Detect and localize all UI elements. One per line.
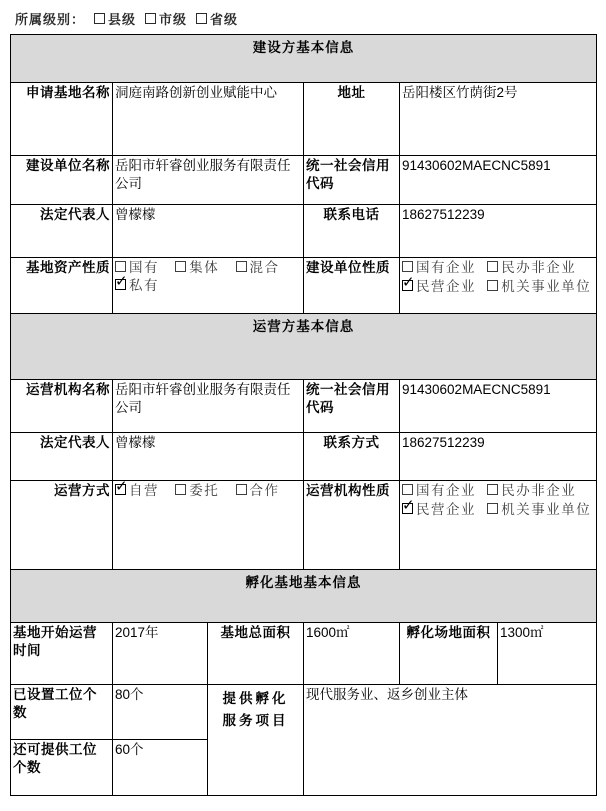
checkbox-icon[interactable] xyxy=(402,280,413,291)
checkbox-label: 合作 xyxy=(249,483,280,498)
contact-label: 联系方式 xyxy=(304,433,400,481)
checkbox-label: 民办非企业 xyxy=(501,483,577,498)
operator-legal-rep-value: 曾檬檬 xyxy=(113,433,304,481)
address-label: 地址 xyxy=(304,83,400,156)
workstations-available-label: 还可提供工位个数 xyxy=(11,740,113,796)
checkbox-icon[interactable] xyxy=(487,261,498,272)
option-private-non-enterprise[interactable] xyxy=(487,259,576,277)
checkbox-icon[interactable] xyxy=(175,261,186,272)
base-name-value: 洞庭南路创新创业赋能中心 xyxy=(113,83,304,156)
incubation-area-value: 1300㎡ xyxy=(498,623,597,685)
builder-credit-code-label: 统一社会信用代码 xyxy=(304,156,400,205)
operator-legal-rep-label: 法定代表人 xyxy=(11,433,113,481)
services-label xyxy=(208,685,304,796)
checkbox-label: 国有 xyxy=(129,260,159,275)
checkbox-label: 国有企业 xyxy=(416,260,476,275)
operator-credit-code-value: 91430602MAECNC5891 xyxy=(400,380,597,433)
checkbox-label: 委托 xyxy=(189,483,220,498)
checkbox-icon[interactable] xyxy=(402,261,413,272)
checkbox-icon[interactable] xyxy=(402,503,413,514)
org-name-label: 运营机构名称 xyxy=(11,380,113,433)
checkbox-label: 民营企业 xyxy=(416,279,476,295)
checkbox-label: 机关事业单位 xyxy=(501,502,592,518)
checkbox-label: 国有企业 xyxy=(416,483,476,498)
start-time-value: 2017年 xyxy=(113,623,208,685)
level-option-city[interactable] xyxy=(145,9,187,28)
services-value: 现代服务业、返乡创业主体 xyxy=(304,685,597,796)
checkbox-icon[interactable] xyxy=(487,503,498,514)
operation-mode-options xyxy=(113,481,304,570)
checkbox-icon[interactable] xyxy=(175,484,186,495)
builder-legal-rep-value: 曾檬檬 xyxy=(113,205,304,258)
application-form-table xyxy=(10,34,597,796)
checkbox-icon[interactable] xyxy=(487,484,498,495)
option-private[interactable] xyxy=(115,277,159,295)
section-header-incubator: 孵化基地基本信息 xyxy=(11,570,597,623)
checkbox-label: 县级 xyxy=(108,12,137,27)
checkbox-label: 机关事业单位 xyxy=(501,279,592,295)
checkbox-icon[interactable] xyxy=(115,279,126,290)
option-self-operated[interactable] xyxy=(115,482,159,500)
option-mixed[interactable] xyxy=(236,259,280,277)
checkbox-icon[interactable] xyxy=(94,13,105,24)
builder-credit-code-value: 91430602MAECNC5891 xyxy=(400,156,597,205)
checkbox-icon[interactable] xyxy=(115,261,126,272)
checkbox-label: 市级 xyxy=(159,12,188,27)
option-private-enterprise[interactable] xyxy=(402,278,476,296)
option-government-institution[interactable] xyxy=(487,501,591,519)
checkbox-icon[interactable] xyxy=(402,484,413,495)
unit-name-value: 岳阳市轩睿创业服务有限责任公司 xyxy=(113,156,304,205)
level-selector-row xyxy=(15,9,606,28)
org-name-value: 岳阳市轩睿创业服务有限责任公司 xyxy=(113,380,304,433)
asset-nature-label: 基地资产性质 xyxy=(11,258,113,314)
checkbox-icon[interactable] xyxy=(487,280,498,291)
total-area-value: 1600㎡ xyxy=(304,623,400,685)
address-value: 岳阳楼区竹荫街2号 xyxy=(400,83,597,156)
workstations-available-value: 60个 xyxy=(113,740,208,796)
checkbox-label: 民办非企业 xyxy=(501,260,577,275)
checkbox-icon[interactable] xyxy=(236,484,247,495)
option-private-enterprise[interactable] xyxy=(402,501,476,519)
total-area-label: 基地总面积 xyxy=(208,623,304,685)
phone-value: 18627512239 xyxy=(400,205,597,258)
workstations-set-value: 80个 xyxy=(113,685,208,740)
checkbox-label: 民营企业 xyxy=(416,502,476,518)
phone-label: 联系电话 xyxy=(304,205,400,258)
checkbox-icon[interactable] xyxy=(115,484,126,495)
section-header-operator: 运营方基本信息 xyxy=(11,314,597,380)
option-private-non-enterprise[interactable] xyxy=(487,482,576,500)
checkbox-label: 集体 xyxy=(189,260,220,275)
builder-legal-rep-label: 法定代表人 xyxy=(11,205,113,258)
asset-nature-options xyxy=(113,258,304,314)
checkbox-icon[interactable] xyxy=(236,261,247,272)
section-header-builder: 建设方基本信息 xyxy=(11,35,597,83)
start-time-label: 基地开始运营时间 xyxy=(11,623,113,685)
services-label-line1: 提供孵化 xyxy=(222,691,289,706)
checkbox-icon[interactable] xyxy=(196,13,207,24)
services-label-line2: 服务项目 xyxy=(222,713,289,729)
level-option-province[interactable] xyxy=(196,9,238,28)
unit-nature-label: 建设单位性质 xyxy=(304,258,400,314)
checkbox-label: 省级 xyxy=(210,12,239,27)
checkbox-label: 私有 xyxy=(129,278,159,294)
contact-value: 18627512239 xyxy=(400,433,597,481)
option-entrusted[interactable] xyxy=(175,482,219,500)
base-name-label: 申请基地名称 xyxy=(11,83,113,156)
option-cooperative[interactable] xyxy=(236,482,280,500)
incubation-area-label: 孵化场地面积 xyxy=(400,623,498,685)
operation-mode-label: 运营方式 xyxy=(11,481,113,570)
option-government-institution[interactable] xyxy=(487,278,591,296)
checkbox-label: 混合 xyxy=(249,260,280,275)
org-nature-label: 运营机构性质 xyxy=(304,481,400,570)
checkbox-icon[interactable] xyxy=(145,13,156,24)
level-option-county[interactable] xyxy=(94,9,136,28)
org-nature-options xyxy=(400,481,597,570)
unit-name-label: 建设单位名称 xyxy=(11,156,113,205)
unit-nature-options xyxy=(400,258,597,314)
option-collective[interactable] xyxy=(175,259,219,277)
workstations-set-label: 已设置工位个数 xyxy=(11,685,113,740)
level-label: 所属级别： xyxy=(15,12,86,27)
operator-credit-code-label: 统一社会信用代码 xyxy=(304,380,400,433)
checkbox-label: 自营 xyxy=(129,483,159,498)
